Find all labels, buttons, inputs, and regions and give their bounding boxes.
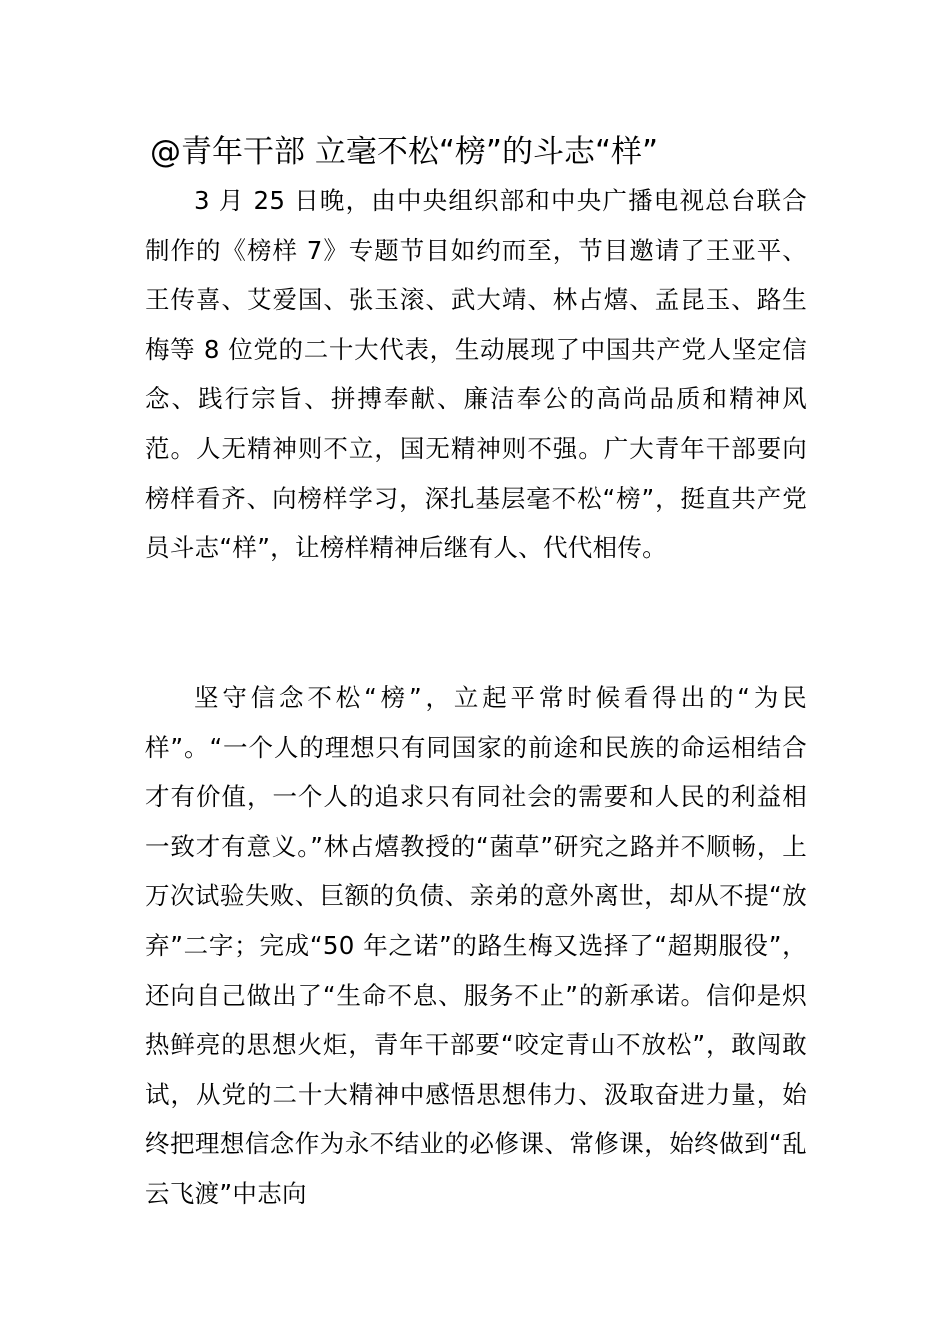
document-title: @青年干部 立毫不松“榜”的斗志“样”: [150, 134, 659, 170]
paragraph-intro: 3 月 25 日晚，由中央组织部和中央广播电视总台联合制作的《榜样 7》专题节目如约而至，节目邀请了王亚平、王传喜、艾爱国、张玉滚、武大靖、林占熺、孟昆玉、路生梅等 8 位党的二十大代表，生动展现了中国共产党人坚定信念、践行宗旨、拼搏奉献、廉洁奉公的高尚品质和精神风范。人无精神则不立，国无精神则不强。广大青年干部要向榜样看齐、向榜样学习，深扎基层毫不松“榜”，挺直共产党员斗志“样”，让榜样精神后继有人、代代相传。: [145, 186, 807, 563]
paragraph-belief: 坚守信念不松“榜”，立起平常时候看得出的“为民样”。“一个人的理想只有同国家的前途和民族的命运相结合才有价值，一个人的追求只有同社会的需要和人民的利益相一致才有意义。”林占熺教授的“菌草”研究之路并不顺畅，上万次试验失败、巨额的负债、亲弟的意外离世，却从不提“放弃”二字；完成“50 年之诺”的路生梅又选择了“超期服役”，还向自己做出了“生命不息、服务不止”的新承诺。信仰是炽热鲜亮的思想火炬，青年干部要“咬定青山不放松”，敢闯敢试，从党的二十大精神中感悟思想伟力、汲取奋进力量，始终把理想信念作为永不结业的必修课、常修课，始终做到“乱云飞渡”中志向: [145, 683, 807, 1208]
